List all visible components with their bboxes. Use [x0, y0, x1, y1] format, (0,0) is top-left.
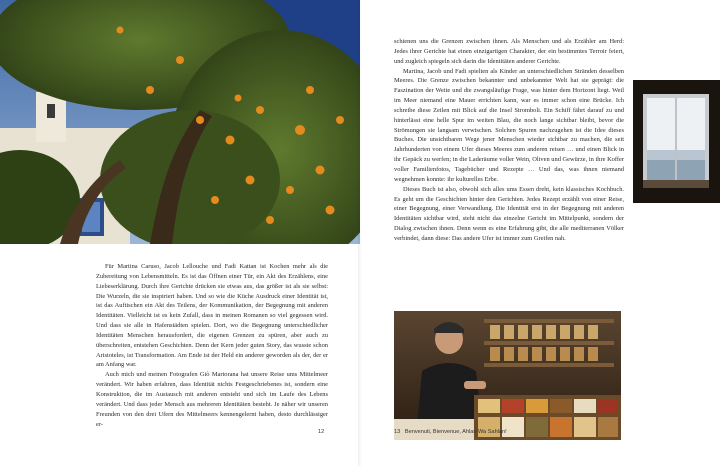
- right-paragraph-1: schienen uns die Grenzen zwischen ihnen. Als Menschen und als Erzähler am Herd: Jedes ihrer Gerichte hat einen einzigartigen Charakter, der ein bestimmtes Terroir feiert, und zugleich spiegeln sich darin die Identitäten anderer Gerichte.: [394, 38, 624, 65]
- running-footer-title: Benvenuti, Bienvenue, Ahlan Wa Sahlan!: [404, 429, 507, 435]
- left-paragraph-1: Für Martina Caruso, Jacob Lellouche und Fadi Kattan ist Kochen mehr als die Zubereitung von Lebensmitteln. Es ist das Öffnen einer Tür, ein Akt des Erzählens, eine Liebeserklärung. Durch ihre Gerichte drücken sie etwas aus, das größer ist als sie selbst: Die Wurzeln, die sie inspiriert haben. Und so wie die Küche Ausdruck einer Identität ist, ist das Auftischen ein Akt des Teilens, der Kommunikation, der Begegnung mit anderen Identitäten. Vielleicht ist es kein Zufall, dass in meinen Romanen so viel gegessen wird. Und dass sie alle in Hafenstädten spielen. Dort, wo die Begegnung unterschiedlicher Identitäten Menschen herausfordert, die eigenen Grenzen zu spüren, aber auch zu überschreiten, entstehen Geschichten. Denn der Kern jeder guten Story, das wusste schon Aristoteles, ist Transformation. Am Ende ist der Held ein anderer geworden als der, der er am Anfang war.: [96, 263, 328, 369]
- orange-tree-minaret-photo: [0, 0, 360, 244]
- right-page-footer: [394, 429, 507, 435]
- left-page-text: [96, 262, 328, 429]
- right-paragraph-3: Dieses Buch ist also, obwohl sich alles ums Essen dreht, kein klassisches Kochbuch. Es geht um die Geschichten hinter den Gerichten. Jedes Rezept erzählt von einer Reise, einer Begegnung, einer Verwandlung. Die Identität erst in der Begegnung mit anderen Identitäten sichtbar wird, steht nicht das einzelne Gericht im Mittelpunkt, sondern der Dialog zwischen ihnen. Denn wenn es eine Erfahrung gibt, die alle mediterranen Völker verbindet, dann diese: Das andere Ufer ist immer zum Greifen nah.: [394, 185, 624, 242]
- spice-shop-photo: [394, 311, 621, 440]
- right-page-text: [394, 37, 624, 244]
- left-page-number: 12: [318, 429, 325, 435]
- book-gutter: [358, 0, 362, 466]
- window-sea-view-photo: [633, 80, 720, 203]
- left-paragraph-2: Auch mich und meinen Fotografen Giò Martorana hat unsere Reise ums Mittelmeer verändert. Wir haben erfahren, dass Identität nichts Festgeschriebenes ist, sondern eine Konstruktion, die im Austausch mit anderen entsteht und sich im Laufe des Lebens verändert. Und dass jeder Mensch aus mehreren Identitäten besteht. Je näher wir unseren Freunden von den drei Ufern des Mittelmeers kennengelernt haben, desto durchlässiger er-: [96, 371, 328, 428]
- right-page-number: 13: [394, 429, 401, 435]
- right-paragraph-2: Martina, Jacob und Fadi spielten als Kinder an unterschiedlichen Stränden desselben Meeres. Die Grenze zwischen bekannter und unbekannter Welt hat sie geprägt: die Faszination der Weite und die zwangsläufige Frage, was hinter dem Horizont liegt. Weil im Meer niemand eine Mauer errichten kann, war es immer schon eine Brücke. Ich schreibe diese Zeilen mit Blick auf die Insel Stromboli. Ein Schiff fährt darauf zu und hinterlässt eine helle Spur im weiten Blau, die noch lange sichtbar bleibt, bevor die Strömungen sie langsam verwischen. Solchen Spuren nachzugehen ist die Idee dieses Buches. Die unsichtbaren Wege jener Menschen wieder sichtbar zu machen, die seit Jahrhunderten von einem Ufer dieses Meeres zum anderen reisen … und einen Blick in ihr Gepäck zu werfen; in die Laderäume voller Wein, Oliven und Gewürze, in ihre Koffer voller Familienfotos, Tagebücher und Rezepte … Und das, was ihnen niemand wegnehmen konnte: ihr kulturelles Erbe.: [394, 67, 624, 183]
